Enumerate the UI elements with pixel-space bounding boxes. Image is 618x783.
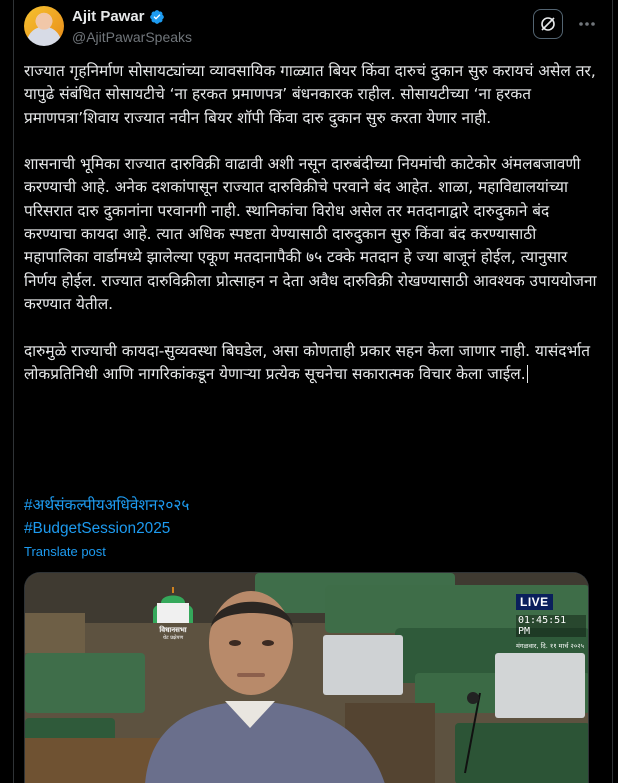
live-badge: LIVE [516,594,553,610]
hashtag-link[interactable]: #अर्थसंकल्पीयअधिवेशन२०२५ [24,497,190,514]
author-avatar[interactable] [24,6,64,46]
author-name-row [72,8,165,25]
channel-logo-subtitle: थेट प्रक्षेपण [162,635,184,641]
video-media[interactable] [24,572,589,783]
post-container [13,0,613,783]
post-paragraph-1: राज्यात गृहनिर्माण सोसायट्यांच्या व्यावसायिक गाळ्यात बियर किंवा दारुचं दुकान सुरु करायचं असेल तर, यापुढे संबंधित सोसायटीचे ‘ना हरकत प्रमाणपत्र’ बंधनकारक राहील. सोसायटीच्या ‘ना हरकत प्रमाणपत्रा’शिवाय राज्यात नवीन बियर शॉपी किंवा दारु दुकान सुरु करता येणार नाही. [24,62,596,127]
author-handle[interactable]: @AjitPawarSpeaks [72,29,193,45]
grok-icon [539,15,557,33]
video-frame [25,573,589,783]
translate-post-link[interactable]: Translate post [24,544,106,559]
verified-badge-icon [149,9,165,25]
hashtag-link[interactable]: #BudgetSession2025 [24,520,171,538]
live-overlay [516,593,586,650]
channel-logo-title: विधानसभा [159,626,187,634]
post-paragraph-2: शासनाची भूमिका राज्यात दारुविक्री वाढावी अशी नसून दारुबंदीच्या नियमांची काटेकोर अंमलबजावणी करण्याची आहे. अनेक दशकांपासून राज्यात दारुविक्रीचे परवाने बंद आहेत. शाळा, महाविद्यालयांच्या परिसरात दारु दुकानांना परवानगी नाही. स्थानिकांचा विरोध असेल तर मतदानाद्वारे दारुदुकाने बंद करण्याचा कायदा आहे. त्यात अधिक स्पष्टता येण्यासाठी दारुदुकान सुरु किंवा बंद करण्यासाठी महापालिका वार्डामध्ये झालेल्या एकूण मतदानापैकी ७५ टक्के मतदान हे ज्या बाजूनं होईल, त्यानुसार निर्णय होईल. राज्यात दारुविक्रीला प्रोत्साहन न देता अवैध दारुविक्री रोखण्यासाठी आवश्यक उपाययोजना करण्यात येतील. [24,155,597,313]
text-cursor [527,365,528,383]
grok-button[interactable] [533,9,563,39]
hashtag-list [24,494,189,541]
more-options-button[interactable] [574,12,600,36]
post-paragraph-3-text: दारुमुळे राज्याची कायदा-सुव्यवस्था बिघडेल, असा कोणताही प्रकार सहन केला जाणार नाही. यासंदर्भात लोकप्रतिनिधी आणि नागरिकांकडून येणाऱ्या प्रत्येक सूचनेचा सकारात्मक विचार केला जाईल. [24,341,591,383]
post-paragraph-3 [24,340,602,387]
broadcast-time: 01:45:51 PM [516,615,586,637]
broadcast-date: मंगळवार, दि. ११ मार्च २०२५ [516,642,584,650]
more-options-icon [577,14,597,34]
post-text [24,60,602,409]
author-name[interactable]: Ajit Pawar [72,8,145,25]
